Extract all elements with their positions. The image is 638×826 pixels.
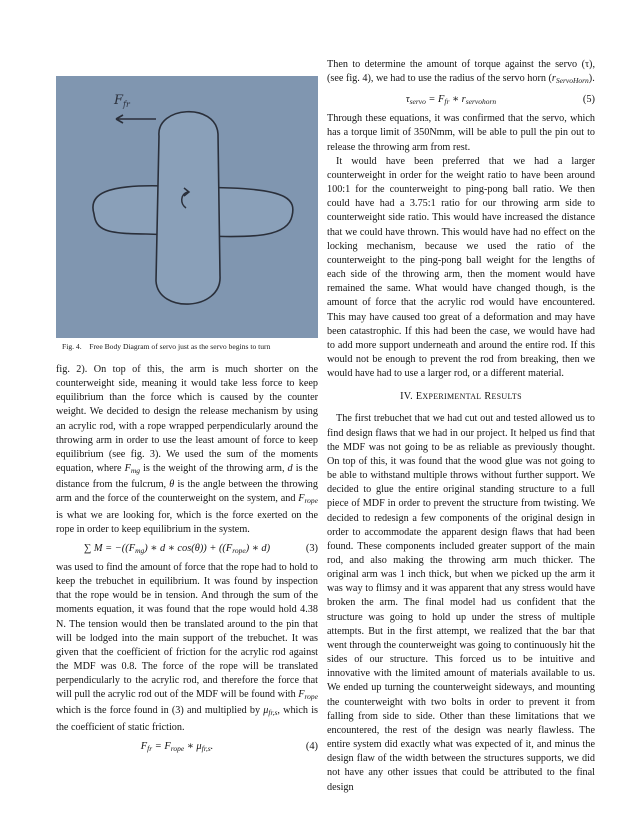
section-heading-experimental-results: IV. EXPERIMENTAL RESULTS [400, 391, 522, 403]
equation-3: ∑ $M = -((F_{mg})$ ∗ d ∗ $\cos(\theta)) + ((F_{rope})$ ∗ d) (3) [83, 542, 318, 555]
left-column [56, 363, 318, 759]
servo-arm-outline [156, 112, 220, 304]
equation-4: $F_{fr} = F_{rope}$ ∗ $\mu_{fr,s}$. (4) [140, 740, 318, 753]
right-paragraph-2: Through these equations, it was confirmed that the servo, which has a torque limit of 350Nmm, will be able to pull the pin out to release the throwing arm from rest. [327, 113, 595, 153]
right-column [327, 58, 595, 795]
right-paragraph-1: Then to determine the amount of torque against the servo (τ), (see fig. 4), we had to use the radius of the servo horn $(r_{ServoHorn})$. [327, 59, 595, 86]
figure-caption-label: Fig. 4. [62, 342, 82, 351]
left-paragraph-1: fig. 2). On top of this, the arm is much shorter on the counterweight side, meaning it would take less force to keep equilibrium than the force which is caused by the counter weight. We decided to design the release mechanism by using an acrylic rod, with a rope wrapped perpendicularly around the throwing arm in order to use the least amount of force to keep equilibrium (see fig. 3). We used the sum of the moments equation, where $F_{mg}$ is the weight of the throwing arm, d is the distance from the fulcrum, θ is the angle between the throwing arm and the force of the counterweight on the system, and $F_{rope}$ is what we are looking for, which is the force exerted on the rope in order to keep equilibrium in the system. [56, 364, 318, 535]
equation-3-number: (3) [305, 542, 318, 554]
free-body-diagram-drawing [56, 76, 318, 338]
equation-5: $\tau_{servo} = F_{fr}$ ∗ $r_{servohorn}$ (5) [405, 94, 595, 107]
left-paragraph-2: was used to find the amount of force that the rope had to hold to keep the trebuchet in equilibrium. It was found by inspection that the rope would be in tension. And through the sum of the moments equation, it was found that the rope would hold 4.38 N. The tension would then be translated around to the pin that will be lodged into the main support of the trebuchet. It was given that the coefficient of friction for the acrylic rod against the MDF was 0.8. The force of the rope will be translated perpendicularly to the acrylic rod, and therefore the force that will pull the acrylic rod out of the MDF will be found with $F_{rope}$ which is the force found in (3) and multiplied by $\mu_{fr,s}$, which is the coefficient of static friction. [56, 561, 318, 733]
right-paragraph-4: The first trebuchet that we had cut out and tested allowed us to find design flaws that we had in our project. It helped us find that the MDF was not going to be as reliable as previously thought. On top of this, it was found that the wood glue was not going to be able to withstand multiple throws without further support. We decided to glue the entire original standing structure to a full piece of MDF in order to prevent the structure from twisting. We decided to redesign a few components of the original design in order to accommodate the apparent design flaws that had been found. These components included greater support of the main rod, and also making the throwing arm much thicker. The original arm was 1 inch thick, but when we picked up the arm it was way to flimsy and it was apparent that any stress would have broken the arm. The final model had us confident that the structure was going to hold up under the stress of multiple attempts. But in the first attempt, we realized that the bar that went through the counterweight was going to continuously hit the sides of our structure. This forced us to be intuitive and innovative with the limited amount of materials available to us. We ended up turning the counterweight sideways, and mounting the counterweight with two bolts in order to prevent it from falling from side to side. Other than these limitations that we encountered, the rest of the design was nearly flawless. The entire system did exactly what was expected of it, and minus the design flaw of the width between the structures supports, we did not have any other issues that could be attributed to the final design [327, 413, 595, 793]
force-label: $F_{fr}$ [114, 93, 130, 109]
equation-5-number: (5) [582, 94, 595, 106]
equation-4-number: (4) [305, 740, 318, 752]
figure-caption [62, 342, 320, 352]
free-body-diagram-figure [56, 76, 318, 338]
figure-caption-text: Free Body Diagram of servo just as the servo begins to turn [89, 342, 271, 351]
right-paragraph-3: It would have been preferred that we had a larger counterweight in order for the weight ratio to have been around 100:1 for the counterweight to ping-pong ball ratio. We then could have had a 3.75:1 ratio for our throwing arm side to counterweight side ratio. This would have increased the distance that we could have thrown. This would have had no effect on the locking mechanism, because we used the ratio of the counterweight to the ping-pong ball weight for the lengths of each side of the throwing arm, then the moment would have remained the same. What would have changed though, is the amount of force that the acrylic rod would have encountered. This may have caused too great of a deformation and may have been catastrophic. If this had been the case, we would have had to add more support underneath and around the entire rod. If this would not be enough to prevent the rod from breaking, then we would have had to use a larger rod, or a different material. [327, 155, 595, 380]
